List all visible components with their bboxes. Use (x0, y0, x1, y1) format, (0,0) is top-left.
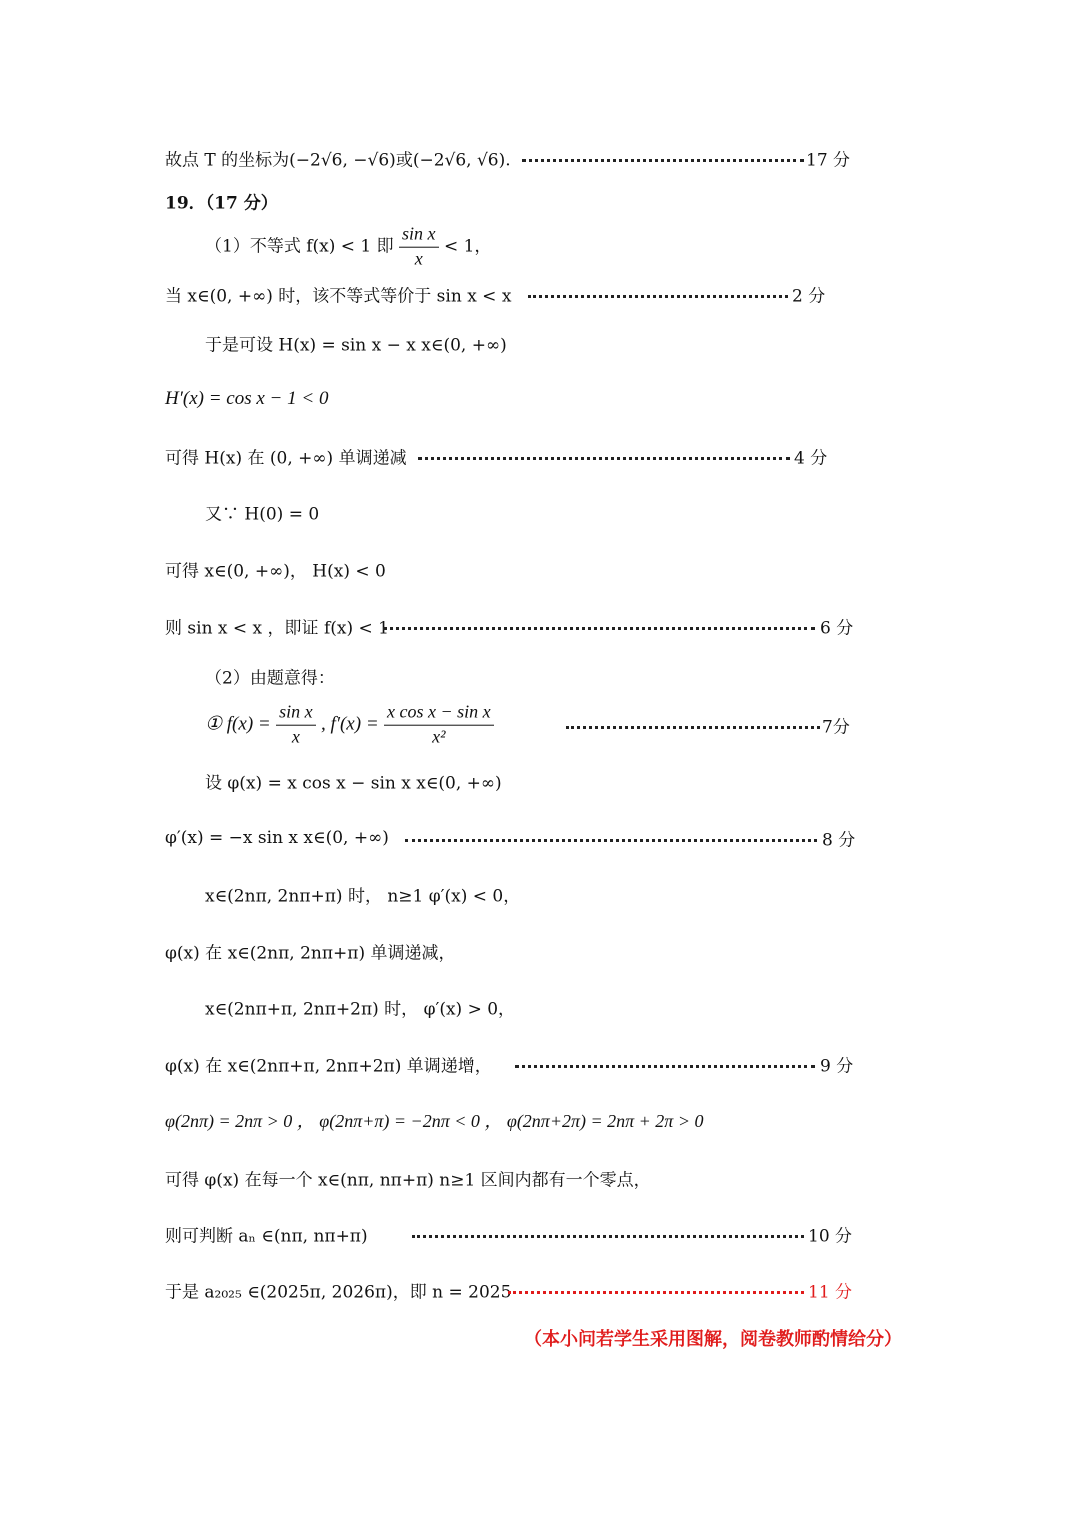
line-text-prefix: ① f(x) = (205, 713, 271, 735)
line-phi-neg-interval (0, 874, 1080, 914)
line-text-mid: , f′(x) = (321, 713, 379, 735)
line-text: H′(x) = cos x − 1 < 0 (165, 388, 329, 409)
line-conclusion-part1 (0, 606, 1080, 646)
question-heading (0, 181, 1080, 221)
line-text: 于是 a₂₀₂₅ ∈(2025π, 2026π)，即 n = 2025 (165, 1282, 512, 1303)
fraction-sinx-over-x (399, 225, 439, 270)
line-h-zero (0, 492, 1080, 532)
dot-leader (418, 457, 790, 460)
dot-leader (405, 839, 817, 842)
line-zero-each-interval (0, 1158, 1080, 1198)
score-label: 4 分 (794, 448, 828, 469)
line-phi-increasing (0, 1044, 1080, 1084)
fraction-numerator: sin x (276, 703, 316, 726)
fraction-denominator: x² (432, 726, 446, 747)
score-label: 8 分 (822, 830, 856, 851)
line-text: 则可判断 aₙ ∈(nπ, nπ+π) (165, 1226, 368, 1247)
score-label: 2 分 (792, 286, 826, 307)
line-text: 可得 H(x) 在 (0, +∞) 单调递减 (165, 448, 407, 469)
line-equivalent-inequality (0, 274, 1080, 314)
line-phi-derivative (0, 818, 1080, 858)
dot-leader (412, 1235, 804, 1238)
line-h-derivative (0, 379, 1080, 419)
grading-note: （本小问若学生采用图解，阅卷教师酌情给分） (524, 1329, 902, 1350)
line-define-h (0, 323, 1080, 363)
line-text: （2）由题意得： (205, 668, 335, 689)
line-phi-values (0, 1100, 1080, 1140)
question-number: 19．（17 分） (165, 193, 278, 214)
line-text: φ(x) 在 x∈(2nπ, 2nπ+π) 单调递减， (165, 943, 456, 964)
line-text-tail: < 1， (443, 236, 492, 257)
line-text: 则 sin x < x ，即证 f(x) < 1 (165, 618, 389, 639)
dot-leader (515, 1065, 815, 1068)
line-text: 当 x∈(0, +∞) 时，该不等式等价于 sin x < x (165, 286, 512, 307)
line-a2025-conclusion (0, 1270, 1080, 1310)
line-define-phi (0, 761, 1080, 801)
dot-leader (566, 726, 820, 729)
line-text: 可得 φ(x) 在每一个 x∈(nπ, nπ+π) n≥1 区间内都有一个零点， (165, 1170, 651, 1191)
dot-leader (522, 159, 804, 162)
line-text: x∈(2nπ+π, 2nπ+2π) 时， φ′(x) > 0， (205, 999, 516, 1020)
line-h-decreasing (0, 436, 1080, 476)
fraction-derivative (384, 703, 494, 748)
line-text (205, 225, 491, 270)
fraction-numerator: x cos x − sin x (384, 703, 494, 726)
line-part2-heading (0, 656, 1080, 696)
score-label: 6 分 (820, 618, 854, 639)
line-text: 于是可设 H(x) = sin x − x x∈(0, +∞) (205, 335, 507, 356)
line-phi-decreasing (0, 931, 1080, 971)
line-text (205, 703, 494, 748)
line-phi-pos-interval (0, 987, 1080, 1027)
score-label: 7分 (822, 717, 850, 738)
line-text: 故点 T 的坐标为(−2√6, −√6)或(−2√6, √6). (165, 150, 511, 171)
fraction-denominator: x (414, 248, 423, 269)
fraction-numerator: sin x (399, 225, 439, 248)
line-text: 可得 x∈(0, +∞)， H(x) < 0 (165, 561, 386, 582)
line-point-t-coordinates (0, 138, 1080, 178)
score-label: 17 分 (806, 150, 851, 171)
line-text: x∈(2nπ, 2nπ+π) 时， n≥1 φ′(x) < 0， (205, 886, 521, 907)
line-text: φ(x) 在 x∈(2nπ+π, 2nπ+2π) 单调递增， (165, 1056, 492, 1077)
line-text-prefix: （1）不等式 f(x) < 1 即 (205, 236, 394, 257)
line-h-negative (0, 549, 1080, 589)
line-text: 又∵ H(0) = 0 (205, 504, 320, 525)
line-text: 设 φ(x) = x cos x − sin x x∈(0, +∞) (205, 773, 502, 794)
line-text: φ(2nπ) = 2nπ > 0 ， φ(2nπ+π) = −2nπ < 0 ， φ(2nπ+2π) = 2nπ + 2π > 0 (165, 1111, 704, 1131)
dot-leader (383, 627, 815, 630)
fraction-denominator: x (291, 726, 300, 747)
fraction-sinx-over-x (276, 703, 316, 748)
score-label: 10 分 (808, 1226, 853, 1247)
line-an-interval (0, 1214, 1080, 1254)
dot-leader (528, 295, 788, 298)
line-text: φ′(x) = −x sin x x∈(0, +∞) (165, 828, 389, 848)
line-derivative-f (0, 700, 1080, 750)
dot-leader-red (508, 1291, 804, 1294)
line-part1-inequality (0, 225, 1080, 269)
score-label-red: 11 分 (808, 1282, 853, 1303)
score-label: 9 分 (820, 1056, 854, 1077)
